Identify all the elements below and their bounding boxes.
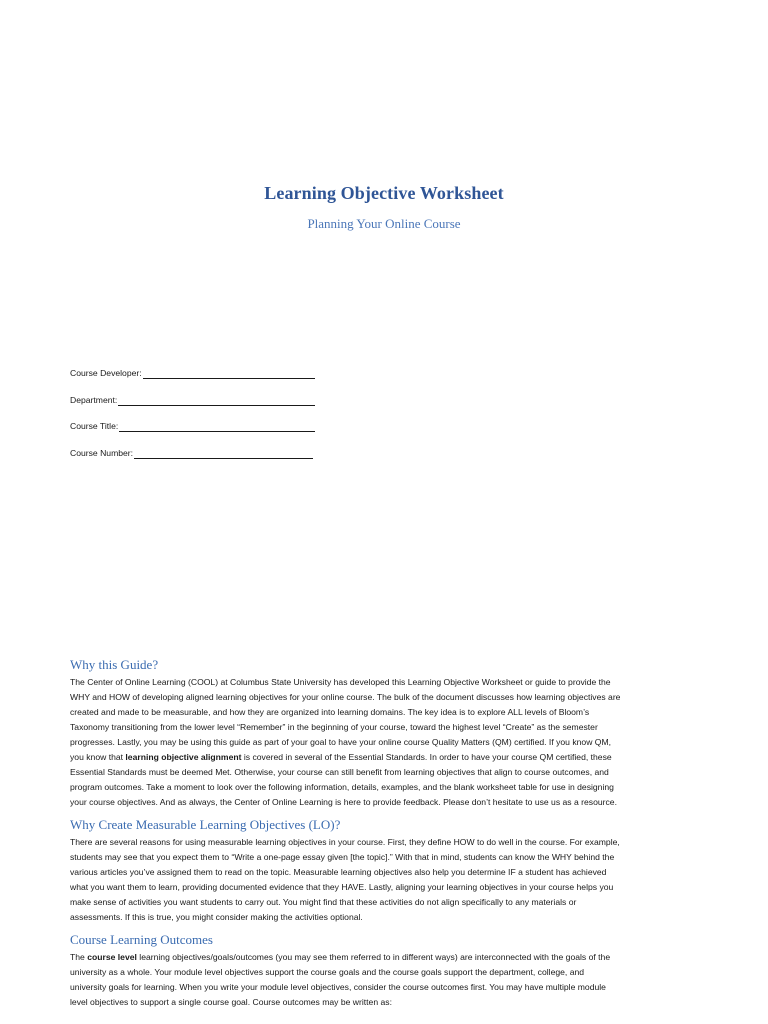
course-title-field [70,421,370,432]
text-line: various articles you’ve assigned them to read on the topic. Measurable learning objectives also help you determine IF a student has achieved [70,867,607,877]
text-line: progresses. Lastly, you may be using this guide as part of your goal to have your online course Quality Matters (QM) certified. If you know QM, [70,737,612,747]
text-line: created and made to be measurable, and how they are organized into learning domains. The key idea is to explore ALL levels of Bloom’s [70,707,590,717]
text-segment: is covered in several of the Essential Standards. In order to have your course QM certified, these [241,752,612,762]
why-guide-body [70,675,700,810]
document-content [70,657,700,1017]
why-guide-heading: Why this Guide? [70,657,159,672]
course-number-blank[interactable] [134,449,313,459]
document-subtitle: Planning Your Online Course [307,216,461,231]
text-line: The Center of Online Learning (COOL) at Columbus State University has developed this Learning Objective Worksheet or guide to provide the [70,677,611,687]
department-field [70,395,370,406]
department-blank[interactable] [118,396,315,406]
course-developer-field [70,368,370,379]
text-line: There are several reasons for using measurable learning objectives in your course. First, they define HOW to do well in the course. For example, [70,837,620,847]
text-line: Essential Standards must be deemed Met. Otherwise, your course can still benefit from learning objectives that align to course outcomes, and [70,767,609,777]
text-line: make sense of activities you want students to carry out. You might find that these activities do not align specifically to any materials or [70,897,577,907]
bold-phrase: course level [87,952,137,962]
text-line: program outcomes. Take a moment to look over the following information, details, examples, and the blank worksheet table for use in designing [70,782,614,792]
text-segment: learning objectives/goals/outcomes (you may see them referred to in different ways) are interconnected with the goals of the [136,952,611,962]
course-info-fields [70,368,370,474]
text-line: university as a whole. Your module level objectives support the course goals and the course goals support the department, college, and [70,967,585,977]
text-segment: you know that [70,752,126,762]
course-outcomes-heading: Course Learning Outcomes [70,932,213,947]
text-line: students may see that you expect them to “Write a one-page essay given [the topic].” With that in mind, students can know the WHY behind the [70,852,615,862]
course-title-blank[interactable] [119,422,315,432]
why-measurable-heading: Why Create Measurable Learning Objectives (LO)? [70,817,341,832]
text-line: university goals for learning. When you write your module level objectives, consider the course outcomes first. You may have multiple module [70,982,606,992]
document-title: Learning Objective Worksheet [264,183,504,203]
bold-phrase: learning objective alignment [125,752,242,762]
course-title-label: Course Title: [70,421,119,431]
text-segment: The [70,952,88,962]
course-number-label: Course Number: [70,447,134,458]
course-number-field [70,448,370,459]
text-line: what you want them to learn, providing documented evidence that they HAVE. Lastly, aligning your learning objectives in your course helps you [70,882,614,892]
text-line: Taxonomy transitioning from the lower level “Remember” in the beginning of your course, toward the highest level “Create” as the semester [70,722,598,732]
text-line: WHY and HOW of developing aligned learning objectives for your online course. The bulk of the document discusses how learning objectives are [70,692,621,702]
text-line [70,750,700,765]
text-line: level objectives to support a single course goal. Course outcomes may be written as: [70,997,392,1007]
course-developer-label: Course Developer: [70,368,142,378]
course-developer-blank[interactable] [143,369,315,379]
course-outcomes-body [70,950,700,1010]
why-measurable-body [70,835,700,925]
text-line: your course objectives. And as always, the Center of Online Learning is here to provide feedback. Please don’t hesitate to use us as a resource. [70,797,617,807]
text-line [70,950,700,965]
text-line: assessments. If this is true, you might consider making the activities optional. [70,912,363,922]
department-label: Department: [70,394,118,405]
